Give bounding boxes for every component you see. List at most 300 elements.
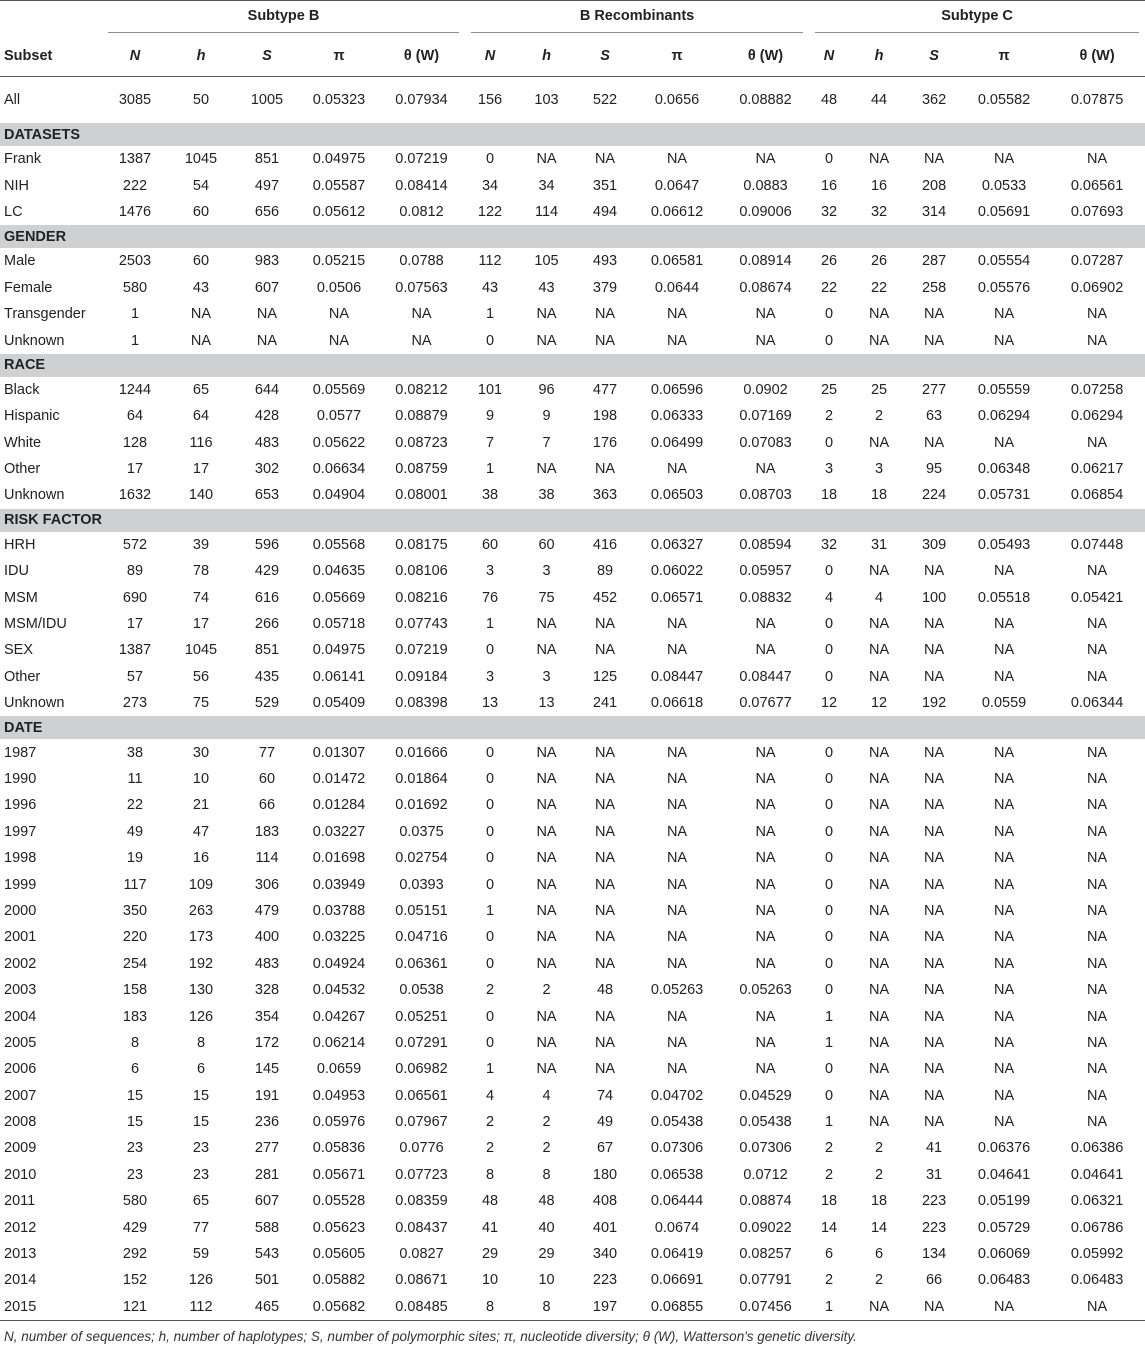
table-cell: 0.01698 [312, 850, 366, 867]
row-label: 1987 [4, 744, 37, 761]
table-cell: 0.08759 [395, 461, 448, 478]
table-cell: 222 [122, 177, 148, 194]
table-cell: NA [666, 1061, 688, 1078]
table-cell: 0.05729 [977, 1219, 1031, 1236]
table-cell: 363 [592, 487, 618, 504]
table-cell: 152 [122, 1272, 148, 1289]
table-cell: 429 [254, 563, 280, 580]
table-cell: NA [923, 797, 945, 814]
table-cell: NA [993, 744, 1015, 761]
table-cell: 0.0559 [981, 695, 1027, 712]
table-cell: 0.08359 [395, 1193, 448, 1210]
table-cell: 0.06503 [650, 487, 704, 504]
table-cell: 0.06327 [650, 536, 704, 553]
table-cell: 0 [825, 744, 834, 761]
table-cell: NA [755, 850, 776, 867]
table-cell: NA [923, 850, 945, 867]
table-cell: NA [755, 1034, 776, 1051]
table-row [0, 739, 1145, 765]
table-cell: NA [190, 332, 212, 349]
table-cell: 0.06786 [1070, 1219, 1124, 1236]
table-cell: 644 [254, 381, 280, 398]
table-cell: 0.06344 [1070, 695, 1124, 712]
table-cell: 0.06022 [650, 563, 704, 580]
table-cell: NA [594, 823, 616, 840]
table-cell: 0.08106 [395, 563, 448, 580]
table-cell: 0.03788 [312, 902, 366, 919]
table-cell: 607 [254, 1193, 280, 1210]
table-cell: 0.05438 [739, 1114, 792, 1131]
table-cell: NA [993, 850, 1015, 867]
table-cell: 479 [254, 902, 280, 919]
table-cell: 65 [192, 381, 210, 398]
table-cell: 14 [820, 1219, 838, 1236]
column-header: π [959, 36, 1049, 77]
table-cell: NA [1086, 902, 1108, 919]
table-cell: 0 [825, 563, 834, 580]
table-cell: 653 [254, 487, 280, 504]
table-cell: 38 [481, 487, 499, 504]
table-cell: NA [190, 306, 212, 323]
table-cell: 0.06069 [977, 1246, 1031, 1263]
row-label: 1999 [4, 876, 37, 893]
table-cell: NA [868, 771, 890, 787]
table-cell: 23 [192, 1166, 210, 1183]
section-title: RACE [0, 354, 1145, 377]
table-cell: NA [868, 151, 890, 168]
table-cell: NA [594, 1008, 616, 1025]
table-cell: 192 [921, 695, 947, 712]
table-cell: 0.07791 [739, 1272, 792, 1289]
table-cell: NA [923, 306, 945, 323]
table-cell: NA [923, 1114, 945, 1131]
row-label: 2005 [4, 1034, 37, 1051]
table-row [0, 532, 1145, 558]
table-cell: 0.01666 [395, 744, 448, 761]
table-cell: 0.06386 [1070, 1140, 1124, 1157]
table-row [0, 924, 1145, 950]
table-cell: 48 [481, 1193, 499, 1210]
table-cell: 0.0393 [399, 876, 444, 893]
table-cell: NA [536, 616, 557, 633]
table-cell: 0.06982 [395, 1061, 448, 1078]
table-cell: NA [868, 434, 890, 451]
table-cell: 49 [126, 823, 144, 840]
table-row [0, 611, 1145, 637]
table-cell: 522 [592, 92, 618, 108]
column-header: S [909, 36, 959, 77]
table-cell: 3 [875, 461, 884, 478]
table-cell: 2 [875, 1272, 884, 1289]
table-cell: 0.07169 [739, 408, 792, 425]
table-cell: 0.05605 [312, 1246, 366, 1263]
table-cell: 0 [825, 1087, 834, 1104]
table-cell: 101 [477, 381, 503, 398]
table-cell: NA [1086, 797, 1108, 814]
table-cell: NA [993, 151, 1015, 168]
table-cell: 32 [870, 203, 888, 220]
table-cell: 2 [485, 1114, 495, 1131]
table-cell: 109 [188, 876, 214, 893]
table-cell: 0 [825, 642, 834, 659]
table-cell: 350 [122, 902, 148, 919]
table-cell: 241 [592, 695, 618, 712]
table-cell: 40 [538, 1219, 555, 1236]
table-cell: NA [993, 902, 1015, 919]
table-cell: NA [1086, 1298, 1108, 1315]
table-cell: NA [1086, 434, 1108, 451]
table-cell: NA [868, 1034, 890, 1051]
table-cell: 0.06561 [1070, 177, 1124, 194]
row-label: 2010 [4, 1166, 37, 1183]
table-cell: 0.06634 [312, 461, 366, 478]
table-cell: NA [923, 1061, 945, 1078]
table-cell: 0.08914 [739, 253, 792, 270]
table-cell: 0.06612 [650, 203, 704, 220]
table-cell: 0.07934 [395, 92, 448, 108]
table-cell: NA [868, 850, 890, 867]
table-row [0, 1056, 1145, 1082]
table-cell: 13 [481, 695, 499, 712]
table-cell: NA [923, 151, 945, 168]
table-cell: NA [594, 1061, 616, 1078]
table-cell: 0.06333 [650, 408, 704, 425]
table-cell: NA [1086, 744, 1108, 761]
table-cell: 0 [825, 668, 834, 685]
table-cell: 7 [542, 434, 551, 451]
table-cell: 1387 [118, 642, 152, 659]
table-cell: 0.07306 [739, 1140, 792, 1157]
table-cell: 0.05438 [650, 1114, 704, 1131]
table-row [0, 1267, 1145, 1293]
table-cell: 223 [921, 1193, 947, 1210]
table-cell: 0.06596 [650, 381, 704, 398]
row-label: 1996 [4, 797, 37, 814]
table-cell: NA [256, 332, 278, 349]
table-cell: 607 [254, 279, 280, 296]
table-cell: NA [923, 902, 945, 919]
section-title: GENDER [0, 225, 1145, 248]
table-cell: 75 [538, 589, 555, 606]
table-cell: 0.03949 [312, 876, 366, 893]
table-cell: 0.08175 [395, 536, 448, 553]
table-cell: 21 [192, 797, 210, 814]
table-cell: 0 [825, 616, 834, 633]
table-cell: 12 [820, 695, 838, 712]
table-cell: 89 [126, 563, 144, 580]
row-label: Other [4, 668, 41, 685]
table-cell: NA [868, 876, 890, 893]
table-cell: NA [594, 744, 616, 761]
table-cell: 0.0812 [399, 203, 444, 220]
table-row [0, 584, 1145, 610]
table-cell: NA [993, 876, 1015, 893]
table-cell: 1387 [118, 151, 152, 168]
table-cell: NA [1086, 563, 1108, 580]
table-cell: 2 [825, 1140, 834, 1157]
row-label: NIH [4, 177, 29, 194]
table-cell: 220 [122, 929, 148, 946]
table-row [0, 403, 1145, 429]
table-row [0, 845, 1145, 871]
table-cell: NA [993, 1008, 1015, 1025]
column-header: S [234, 36, 300, 77]
table-cell: 0.05582 [977, 92, 1031, 108]
table-cell: 277 [254, 1140, 280, 1157]
table-cell: 0 [825, 434, 834, 451]
table-row [0, 199, 1145, 225]
table-cell: 0.08882 [739, 92, 792, 108]
table-cell: NA [993, 332, 1015, 349]
table-cell: 0.05731 [977, 487, 1031, 504]
table-cell: NA [993, 1114, 1015, 1131]
table-cell: 0.05612 [312, 203, 366, 220]
table-cell: NA [666, 332, 688, 349]
table-cell: 1 [485, 306, 495, 323]
table-cell: 0.05976 [312, 1114, 366, 1131]
table-cell: 14 [870, 1219, 888, 1236]
table-cell: 340 [592, 1246, 618, 1263]
table-cell: 0.08485 [395, 1298, 448, 1315]
table-cell: NA [666, 1008, 688, 1025]
table-cell: 34 [538, 177, 555, 194]
table-cell: NA [755, 616, 776, 633]
table-cell: 0.01864 [395, 771, 448, 787]
table-cell: NA [755, 929, 776, 946]
table-cell: 0.06483 [977, 1272, 1031, 1289]
table-cell: 48 [538, 1193, 555, 1210]
table-cell: 114 [534, 203, 559, 220]
table-cell: 15 [192, 1087, 210, 1104]
table-cell: 0.09184 [395, 668, 448, 685]
table-cell: NA [411, 306, 432, 323]
table-cell: 22 [820, 279, 838, 296]
table-cell: 0.08879 [395, 408, 448, 425]
row-label: Black [4, 381, 40, 398]
table-row [0, 1109, 1145, 1135]
table-cell: 0.04975 [312, 642, 366, 659]
table-cell: 0.08447 [739, 668, 792, 685]
table-cell: 2 [542, 1114, 551, 1131]
table-cell: 0.08674 [739, 279, 792, 296]
table-cell: 25 [820, 381, 838, 398]
table-cell: NA [993, 955, 1015, 972]
table-cell: 60 [192, 253, 210, 270]
table-cell: 0.05518 [977, 589, 1031, 606]
table-cell: NA [536, 744, 557, 761]
table-cell: 0.07743 [395, 616, 448, 633]
table-cell: NA [755, 306, 776, 323]
table-cell: 2 [825, 1272, 834, 1289]
table-cell: 0.05569 [312, 381, 366, 398]
table-cell: 0.04953 [312, 1087, 366, 1104]
table-cell: 429 [122, 1219, 148, 1236]
table-cell: 1632 [118, 487, 152, 504]
table-cell: NA [755, 332, 776, 349]
table-cell: 287 [921, 253, 947, 270]
table-cell: 17 [192, 616, 210, 633]
table-cell: 17 [126, 616, 144, 633]
table-cell: 0.05421 [1070, 589, 1124, 606]
table-cell: 23 [126, 1166, 144, 1183]
table-cell: NA [666, 902, 688, 919]
table-cell: NA [993, 771, 1015, 787]
table-cell: 0.05576 [977, 279, 1031, 296]
table-cell: NA [594, 955, 616, 972]
table-row [0, 1294, 1145, 1320]
table-cell: 60 [258, 771, 276, 787]
table-cell: NA [923, 823, 945, 840]
table-cell: 43 [538, 279, 555, 296]
table-cell: 0.0827 [399, 1246, 444, 1263]
table-cell: NA [536, 1061, 557, 1078]
table-row [0, 664, 1145, 690]
table-cell: 43 [481, 279, 499, 296]
table-cell: 16 [192, 850, 210, 867]
table-cell: 0.03227 [312, 823, 366, 840]
table-row [0, 377, 1145, 403]
table-cell: 465 [254, 1298, 280, 1315]
table-cell: 0 [825, 955, 834, 972]
table-cell: 0.0902 [743, 381, 788, 398]
table-cell: 59 [192, 1246, 210, 1263]
table-cell: 263 [188, 902, 214, 919]
table-cell: 428 [254, 408, 280, 425]
table-cell: NA [923, 1008, 945, 1025]
table-cell: 0.05669 [312, 589, 366, 606]
table-cell: 2 [875, 1140, 884, 1157]
table-row [0, 819, 1145, 845]
table-cell: 140 [188, 487, 214, 504]
table-cell: 0 [485, 876, 495, 893]
table-cell: NA [536, 151, 557, 168]
table-cell: 1045 [184, 642, 218, 659]
table-cell: NA [923, 1298, 945, 1315]
table-cell: 0.08447 [650, 668, 704, 685]
table-row [0, 172, 1145, 198]
table-cell: 580 [122, 279, 148, 296]
table-cell: 75 [192, 695, 210, 712]
table-cell: 0 [825, 982, 834, 999]
table-cell: 18 [820, 1193, 838, 1210]
table-cell: 0.07083 [739, 434, 792, 451]
table-cell: 7 [485, 434, 495, 451]
row-label: Transgender [4, 306, 86, 323]
table-cell: 17 [192, 461, 210, 478]
table-cell: NA [328, 306, 350, 323]
table-cell: 41 [481, 1219, 499, 1236]
table-cell: 0 [825, 876, 834, 893]
table-row [0, 456, 1145, 482]
table-cell: NA [594, 616, 616, 633]
table-cell: 50 [192, 92, 210, 108]
row-label: Unknown [4, 487, 65, 504]
table-cell: 0.05718 [312, 616, 366, 633]
table-cell: NA [923, 563, 945, 580]
table-cell: 0.06321 [1070, 1193, 1124, 1210]
table-cell: 0.04532 [312, 982, 366, 999]
table-cell: 0.0647 [654, 177, 700, 194]
table-cell: 0.05882 [312, 1272, 366, 1289]
table-cell: 39 [192, 536, 210, 553]
table-cell: NA [868, 797, 890, 814]
table-cell: 0 [825, 332, 834, 349]
table-cell: 0 [825, 929, 834, 946]
section-title: DATE [0, 716, 1145, 739]
table-cell: 493 [592, 253, 618, 270]
table-cell: 292 [122, 1246, 148, 1263]
table-cell: 0.07563 [395, 279, 448, 296]
row-label: 2013 [4, 1246, 37, 1263]
table-cell: 0 [485, 850, 495, 867]
table-cell: 29 [481, 1246, 499, 1263]
table-cell: 22 [126, 797, 144, 814]
table-cell: NA [868, 1008, 890, 1025]
table-cell: 2 [875, 1166, 884, 1183]
column-header: θ (W) [722, 36, 809, 77]
table-cell: 408 [592, 1193, 618, 1210]
table-cell: NA [1086, 1008, 1108, 1025]
table-cell: 6 [196, 1061, 206, 1078]
table-cell: NA [666, 1034, 688, 1051]
table-cell: 31 [870, 536, 888, 553]
table-cell: 0.07723 [395, 1166, 448, 1183]
table-cell: 224 [921, 487, 947, 504]
table-cell: NA [536, 797, 557, 814]
table-cell: 2 [825, 408, 834, 425]
table-cell: 0.06214 [312, 1034, 366, 1051]
table-cell: 1 [485, 902, 495, 919]
table-cell: 0.04641 [1070, 1166, 1124, 1183]
table-cell: NA [1086, 982, 1108, 999]
table-cell: 112 [189, 1298, 213, 1315]
table-cell: 0.05323 [312, 92, 366, 108]
table-cell: 497 [254, 177, 280, 194]
table-cell: 3 [542, 563, 551, 580]
table-cell: 0.07693 [1070, 203, 1124, 220]
table-cell: 0.05992 [1070, 1246, 1124, 1263]
table-row [0, 482, 1145, 508]
table-cell: NA [594, 151, 616, 168]
table-cell: NA [993, 1061, 1015, 1078]
table-cell: 281 [254, 1166, 280, 1183]
table-cell: 173 [188, 929, 214, 946]
table-cell: 89 [596, 563, 614, 580]
table-cell: 116 [189, 434, 213, 451]
row-label: Unknown [4, 332, 65, 349]
table-cell: NA [666, 797, 688, 814]
table-cell: 8 [542, 1298, 551, 1315]
column-header-row [0, 36, 1145, 77]
table-cell: NA [666, 642, 688, 659]
table-cell: NA [868, 668, 890, 685]
table-cell: NA [993, 642, 1015, 659]
table-cell: NA [923, 744, 945, 761]
table-cell: 0.08832 [739, 589, 792, 606]
table-cell: NA [923, 876, 945, 893]
table-cell: 156 [477, 92, 503, 108]
table-cell: 690 [122, 589, 148, 606]
table-cell: 0.06217 [1070, 461, 1124, 478]
table-cell: 0 [825, 797, 834, 814]
row-label: Male [4, 253, 36, 270]
table-row [0, 275, 1145, 301]
table-cell: 0.05251 [395, 1008, 448, 1025]
table-cell: NA [666, 929, 688, 946]
table-footnote: N, number of sequences; h, number of haplotypes; S, number of polymorphic sites; π, nucleotide diversity; θ (W), Watterson's genetic diversity. [4, 1329, 857, 1345]
column-header-subset: Subset [0, 36, 102, 77]
table-cell: NA [868, 823, 890, 840]
